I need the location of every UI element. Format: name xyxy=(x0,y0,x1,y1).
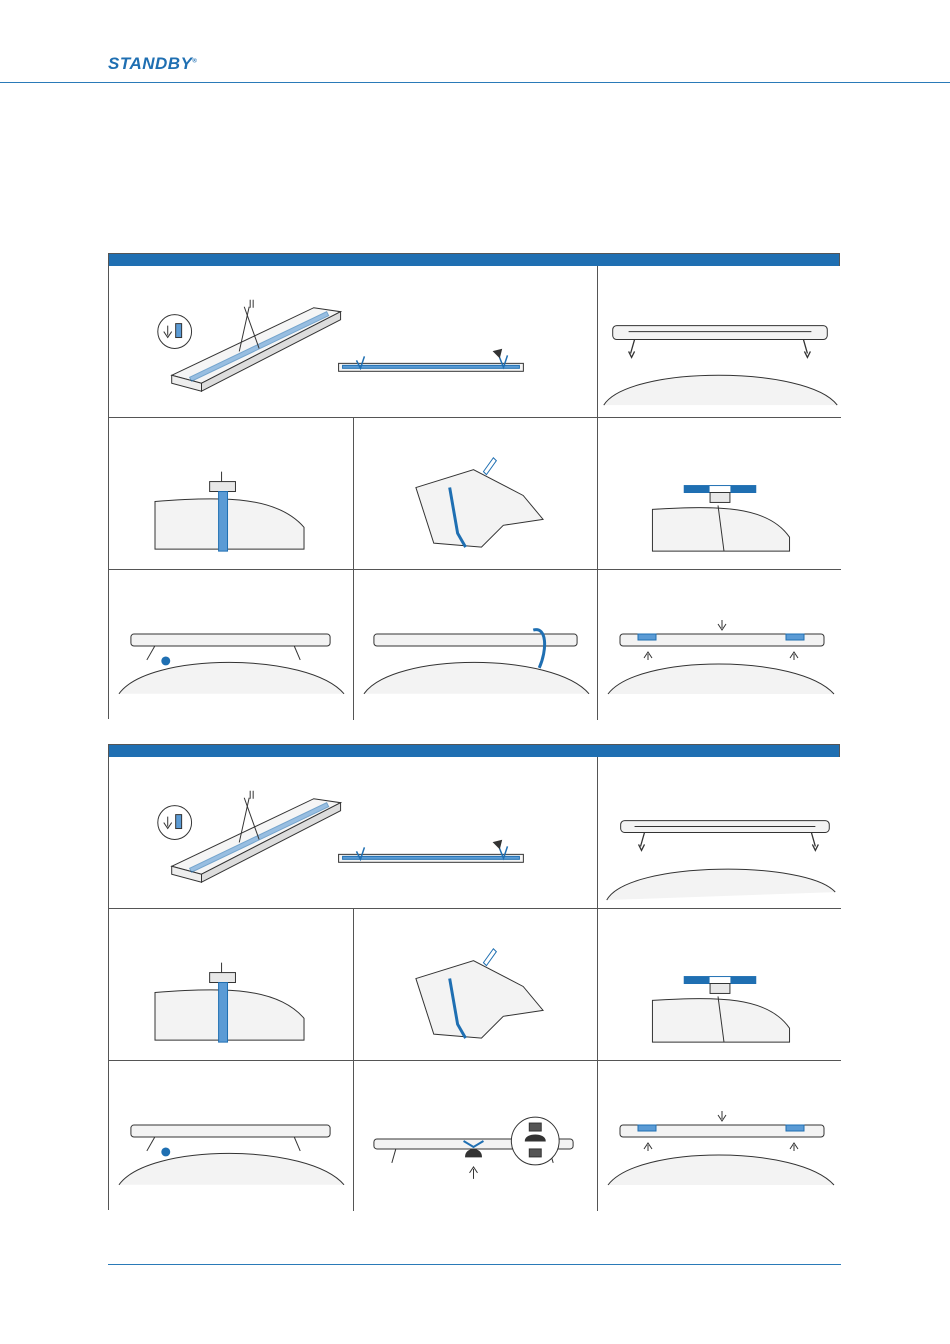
illustration-roof-marker xyxy=(109,909,353,1060)
panel-bracket-wrench xyxy=(109,1061,354,1211)
panel-magnet-foot-mount xyxy=(354,1061,598,1211)
panel-lightbar-over-roof xyxy=(598,266,841,418)
panel-roof-center-marker xyxy=(109,909,354,1061)
illustration-door-line xyxy=(354,909,597,1060)
panel-lightbar-tape-marking xyxy=(109,757,598,909)
illustration-bar-pressed xyxy=(598,570,841,720)
illustration-magnet-mount xyxy=(354,1061,597,1211)
illustration-bracket-wrench xyxy=(109,570,353,720)
illustration-lightbar-tape xyxy=(109,757,597,908)
panel-level-on-roof xyxy=(598,418,841,570)
panel-bar-pressed-down xyxy=(598,1061,841,1211)
panel-bar-pressed-down xyxy=(598,570,841,720)
panel-lightbar-tape-marking xyxy=(109,266,598,418)
brand-logo: STANDBY® xyxy=(108,54,198,73)
panel-level-on-roof xyxy=(598,909,841,1061)
illustration-lightbar-tape xyxy=(109,266,597,417)
illustration-bracket-wrench xyxy=(109,1061,353,1211)
panel-bracket-wrench xyxy=(109,570,354,720)
header-divider xyxy=(0,82,950,83)
instruction-section-b xyxy=(108,744,840,1210)
section-header-bar xyxy=(109,745,839,757)
illustration-lightbar-over-roof xyxy=(598,757,841,908)
illustration-bar-pressed xyxy=(598,1061,841,1211)
panel-door-center-line xyxy=(354,909,598,1061)
illustration-door-line xyxy=(354,418,597,569)
section-header-bar xyxy=(109,254,839,266)
illustration-strap xyxy=(354,570,597,720)
panel-door-center-line xyxy=(354,418,598,570)
panel-strap-under-roof xyxy=(354,570,598,720)
panel-roof-center-marker xyxy=(109,418,354,570)
illustration-level xyxy=(598,418,841,569)
instruction-section-a xyxy=(108,253,840,719)
footer-divider xyxy=(108,1264,841,1265)
illustration-lightbar-over-roof xyxy=(598,266,841,417)
illustration-roof-marker xyxy=(109,418,353,569)
panel-lightbar-over-roof xyxy=(598,757,841,909)
illustration-level xyxy=(598,909,841,1060)
